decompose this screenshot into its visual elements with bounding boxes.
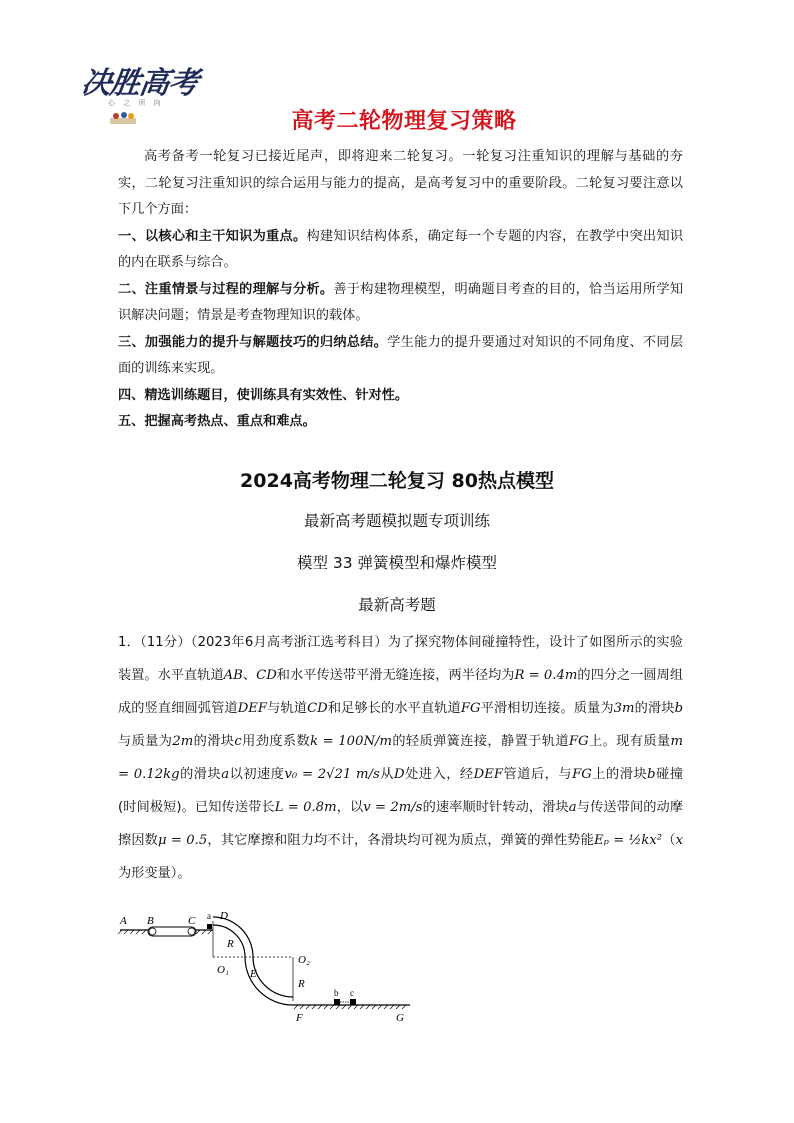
strategy-item-4-heading: 四、精选训练题目，使训练具有实效性、针对性。 [118,387,409,403]
intro-section [118,144,683,436]
strategy-item-2-text: 善于构建物理模型，明确题目考查的目的，恰当运用所学知识解决问题；情景是考查物理知识的载体。 [118,281,684,323]
intro-paragraph: 高考备考一轮复习已接近尾声，即将迎来二轮复习。一轮复习注重知识的理解与基础的夯实，二轮复习注重知识的综合运用与能力的提高，是高考复习中的重要阶段。二轮复习要注意以下几个方面： [118,149,683,217]
label-G: G [396,1012,404,1024]
section-title: 2024高考物理二轮复习 80热点模型 [240,470,554,492]
page-title: 高考二轮物理复习策略 [291,109,517,134]
logo-text: 决胜高考 [79,66,200,101]
label-D: D [220,910,228,922]
label-E: E [250,968,257,980]
label-A: A [120,915,127,927]
block-b [334,999,340,1005]
strategy-item-5 [118,409,683,436]
strategy-item-5-heading: 五、把握高考热点、重点和难点。 [118,414,316,429]
strategy-item-1-text: 构建知识结构体系，确定每一个专题的内容，在教学中突出知识的内在联系与综合。 [118,228,684,270]
block-a [207,924,212,929]
label-a: a [207,911,211,921]
label-C: C [188,915,196,927]
model-title: 模型 33 弹簧模型和爆炸模型 [296,554,498,572]
label-B: B [147,915,154,927]
label-O1: O₁ [217,964,229,976]
conveyor-roller-right-icon [188,928,195,935]
strategy-item-4 [118,383,683,410]
block-c [350,999,356,1005]
strategy-item-1-heading: 一、以核心和主干知识为重点。 [118,228,307,244]
strategy-item-2 [118,277,683,330]
strategy-item-3 [118,330,683,383]
strategy-item-2-heading: 二、注重情景与过程的理解与分析。 [118,281,334,297]
label-R2: R [298,978,305,990]
label-R1: R [227,938,234,950]
label-O2: O₂ [298,954,310,966]
apparatus-diagram [118,905,418,1025]
logo-subtext: 心 之 所 向 [108,99,164,107]
label-F: F [296,1012,303,1024]
section-subtitle: 最新高考题模拟题专项训练 [303,512,490,530]
conveyor-roller-left-icon [149,928,156,935]
strategy-item-3-heading: 三、加强能力的提升与解题技巧的归纳总结。 [118,334,388,350]
part-title: 最新高考题 [358,596,436,614]
label-c: c [350,988,354,998]
label-b: b [334,988,339,998]
strategy-item-1 [118,224,683,277]
question-1-text: 1．（11分）（2023年6月高考浙江选考科目）为了探究物体间碰撞特性，设计了如图所示的实验装置。水平直轨道AB、CD和水平传送带平滑无缝连接，两半径均为R = 0.4m的四分之一圆周组成的竖直细圆弧管道DEF与轨道CD和足够长的水平直轨道FG平滑相切连接。质量为3m的滑块b与质量为2m的滑块c用劲度系数k = 100N/m的轻质弹簧连接，静置于轨道FG上。现有质量m = 0.12kg的滑块a以初速度v₀ = 2√21 m/s从D处进入，经DEF管道后，与FG上的滑块b碰撞(时间极短)。已知传送带长L = 0.8m，以v = 2m/s的速率顺时针转动，滑块a与传送带间的动摩擦因数μ = 0.5，其它摩擦和阻力均不计，各滑块均可视为质点，弹簧的弹性势能Eₚ = ½kx²（x为形变量）。 [118,635,684,881]
question-1 [118,626,683,890]
strategy-item-3-text: 学生能力的提升要通过对知识的不同角度、不同层面的训练来实现。 [118,334,684,376]
